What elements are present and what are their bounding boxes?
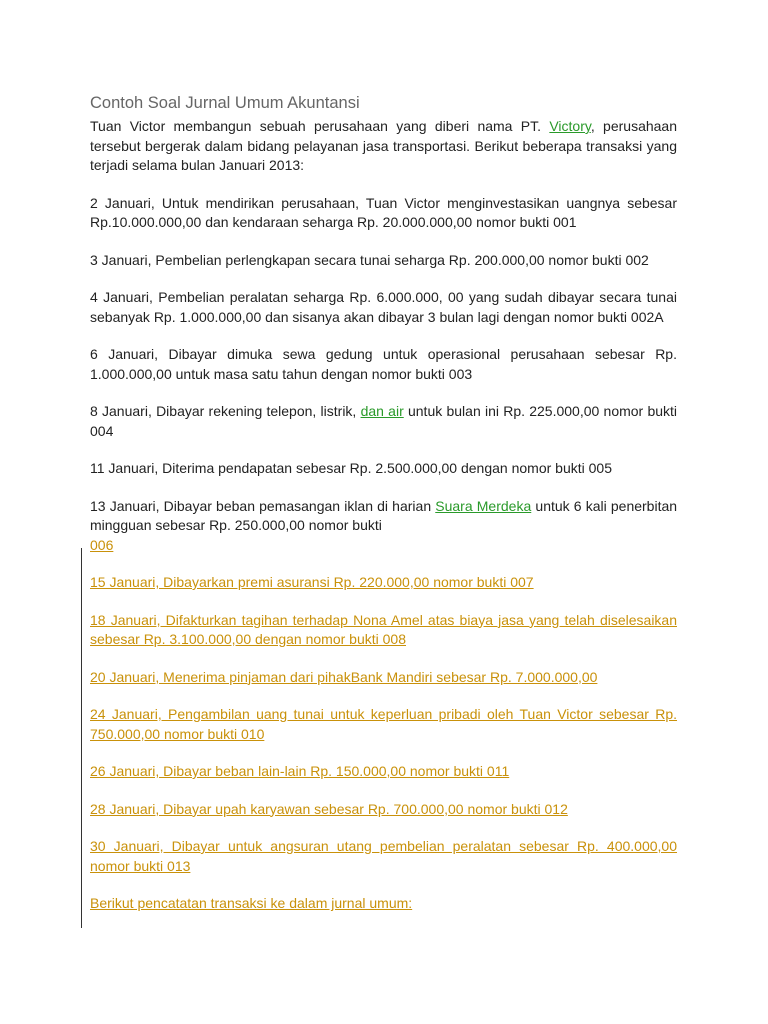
victory-link[interactable]: Victory <box>549 118 591 134</box>
tracked-transaction-text: 24 Januari, Pengambilan uang tunai untuk keperluan pribadi oleh Tuan Victor sebesar Rp. 750.000,00 nomor bukti 010 <box>90 706 677 742</box>
tracked-transaction-text: 15 Januari, Dibayarkan premi asuransi Rp. 220.000,00 nomor bukti 007 <box>90 574 534 590</box>
tracked-transaction-text: 18 Januari, Difakturkan tagihan terhadap Nona Amel atas biaya jasa yang telah diselesaikan sebesar Rp. 3.100.000,00 dengan nomor bukti 008 <box>90 611 677 647</box>
tracked-transaction-text: 20 Januari, Menerima pinjaman dari pihakBank Mandiri sebesar Rp. 7.000.000,00 <box>90 668 598 685</box>
tx13-text-after: untuk 6 kali penerbitan mingguan sebesar Rp. 250.000,00 nomor bukti <box>90 497 678 533</box>
tracked-transaction-text: 28 Januari, Dibayar upah karyawan sebesar Rp. 700.000,00 nomor bukti 012 <box>90 800 568 817</box>
transaction-paragraph: 6 Januari, Dibayar dimuka sewa gedung untuk operasional perusahaan sebesar Rp. 1.000.000,00 untuk masa satu tahun dengan nomor bukti 003 <box>90 346 677 382</box>
dan-air-link[interactable]: dan air <box>360 403 404 419</box>
document-title: Contoh Soal Jurnal Umum Akuntansi <box>90 94 360 112</box>
document-page <box>90 92 677 932</box>
suara-merdeka-link[interactable]: Suara Merdeka <box>435 497 532 514</box>
tracked-transaction-text: 26 Januari, Dibayar beban lain-lain Rp. 150.000,00 nomor bukti 011 <box>90 763 510 779</box>
transaction-paragraph-11: 11 Januari, Diterima pendapatan sebesar Rp. 2.500.000,00 dengan nomor bukti 005 <box>90 460 612 476</box>
transaction-paragraph: 4 Januari, Pembelian peralatan seharga Rp. 6.000.000, 00 yang sudah dibayar secara tunai sebanyak Rp. 1.000.000,00 dan sisanya akan dibayar 3 bulan lagi dengan nomor bukti 002A <box>90 289 677 325</box>
tracked-transaction-paragraph <box>90 762 677 782</box>
tracked-transaction-paragraph <box>90 837 677 876</box>
tx13-text-before: 13 Januari, Dibayar beban pemasangan iklan di harian <box>90 497 432 514</box>
transaction-paragraph: 3 Januari, Pembelian perlengkapan secara tunai seharga Rp. 200.000,00 nomor bukti 002 <box>90 251 649 268</box>
change-tracking-bar <box>81 548 82 928</box>
transaction-paragraph-8 <box>90 402 677 441</box>
tracked-transaction-paragraph <box>90 611 677 650</box>
closing-text: Berikut pencatatan transaksi ke dalam jurnal umum: <box>90 895 413 911</box>
transaction-paragraph: 2 Januari, Untuk mendirikan perusahaan, Tuan Victor menginvestasikan uangnya sebesar Rp.10.000.000,00 dan kendaraan seharga Rp. 20.000.000,00 nomor bukti 001 <box>90 194 677 230</box>
intro-text-after: , perusahaan tersebut bergerak dalam bidang pelayanan jasa transportasi. Berikut beberapa transaksi yang terjadi selama bulan Januari 2013: <box>90 118 678 173</box>
tracked-transaction-paragraph <box>90 705 677 744</box>
closing-paragraph <box>90 894 677 914</box>
tracked-transaction-paragraph <box>90 573 677 593</box>
tracked-transaction-paragraph <box>90 668 677 688</box>
tx8-text-before: 8 Januari, Dibayar rekening telepon, listrik, <box>90 403 357 419</box>
transaction-paragraph-13 <box>90 497 677 556</box>
intro-paragraph <box>90 117 677 176</box>
tx13-continued: 006 <box>90 536 114 553</box>
tracked-transaction-paragraph <box>90 800 677 820</box>
tracked-transaction-text: 30 Januari, Dibayar untuk angsuran utang pembelian peralatan sebesar Rp. 400.000,00 nomor bukti 013 <box>90 838 677 874</box>
tx8-text-after: untuk bulan ini Rp. 225.000,00 nomor bukti 004 <box>90 403 678 439</box>
intro-text-before: Tuan Victor membangun sebuah perusahaan yang diberi nama PT. <box>90 118 542 134</box>
